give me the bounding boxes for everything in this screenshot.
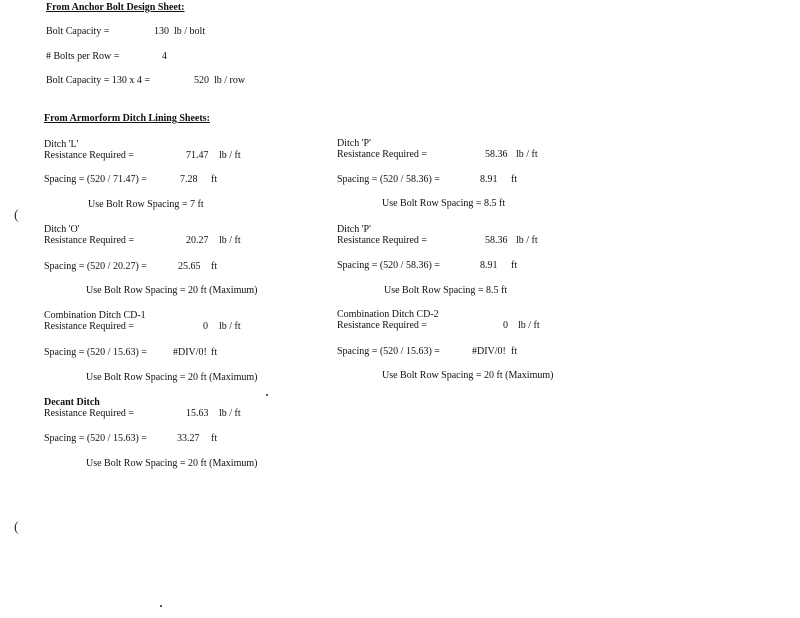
ditch-o-spacing-label: Spacing = (520 / 20.27) = (44, 261, 147, 272)
ditch-p-name: Ditch 'P' (337, 138, 371, 149)
decant-resist-value: 15.63 (186, 408, 209, 419)
cd2-spacing-value: #DIV/0! (472, 346, 506, 357)
cd1-use: Use Bolt Row Spacing = 20 ft (Maximum) (86, 372, 258, 383)
ditch-p2-resist-unit: lb / ft (516, 235, 538, 246)
decant-spacing-value: 33.27 (177, 433, 200, 444)
scan-dot-1 (266, 394, 268, 396)
cd1-resist-label: Resistance Required = (44, 321, 135, 332)
ditch-p-resist-label: Resistance Required = (337, 149, 428, 160)
ditch-o-name: Ditch 'O' (44, 224, 80, 235)
decant-resist-unit: lb / ft (219, 408, 241, 419)
ditch-o-resist-unit: lb / ft (219, 235, 241, 246)
ditch-l-resist-label: Resistance Required = (44, 150, 135, 161)
ditch-o-spacing-unit: ft (211, 261, 218, 272)
ditch-p-spacing-unit: ft (511, 174, 518, 185)
cd2-name: Combination Ditch CD-2 (337, 309, 439, 320)
decant-name: Decant Ditch (44, 397, 100, 408)
row-capacity-label: Bolt Capacity = 130 x 4 = (46, 75, 151, 86)
cd2-resist-unit: lb / ft (518, 320, 540, 331)
ditch-o-resist-label: Resistance Required = (44, 235, 135, 246)
bolt-capacity-value: 130 (154, 26, 169, 37)
ditch-l-spacing-value: 7.28 (180, 174, 198, 185)
ditch-o-resist-value: 20.27 (186, 235, 209, 246)
ditch-p-spacing-label: Spacing = (520 / 58.36) = (337, 174, 440, 185)
ditch-o-use: Use Bolt Row Spacing = 20 ft (Maximum) (86, 285, 258, 296)
cd2-resist-value: 0 (503, 320, 508, 331)
cd2-spacing-label: Spacing = (520 / 15.63) = (337, 346, 440, 357)
ditch-p-use: Use Bolt Row Spacing = 8.5 ft (382, 198, 506, 209)
ditch-o-spacing-value: 25.65 (178, 261, 201, 272)
decant-resist-label: Resistance Required = (44, 408, 135, 419)
ditch-p-resist-value: 58.36 (485, 149, 508, 160)
anchor-heading: From Anchor Bolt Design Sheet: (46, 2, 185, 13)
ditch-p2-resist-label: Resistance Required = (337, 235, 428, 246)
ditch-p2-name: Ditch 'P' (337, 224, 371, 235)
cd2-resist-label: Resistance Required = (337, 320, 428, 331)
ditch-p-resist-unit: lb / ft (516, 149, 538, 160)
ditch-p2-spacing-unit: ft (511, 260, 518, 271)
ditch-p2-use: Use Bolt Row Spacing = 8.5 ft (384, 285, 508, 296)
ditch-l-spacing-unit: ft (211, 174, 218, 185)
armorform-heading: From Armorform Ditch Lining Sheets: (44, 113, 210, 124)
ditch-l-name: Ditch 'L' (44, 139, 79, 150)
ditch-l-resist-unit: lb / ft (219, 150, 241, 161)
cd1-resist-value: 0 (203, 321, 208, 332)
cd1-resist-unit: lb / ft (219, 321, 241, 332)
decant-use: Use Bolt Row Spacing = 20 ft (Maximum) (86, 458, 258, 469)
scan-mark-1: ( (14, 208, 19, 223)
ditch-l-use: Use Bolt Row Spacing = 7 ft (88, 199, 204, 210)
row-capacity-unit: lb / row (214, 75, 246, 86)
scan-dot-2 (160, 605, 162, 607)
bolt-capacity-label: Bolt Capacity = (46, 26, 110, 37)
ditch-p2-spacing-value: 8.91 (480, 260, 498, 271)
bolt-capacity-unit: lb / bolt (174, 26, 206, 37)
decant-spacing-label: Spacing = (520 / 15.63) = (44, 433, 147, 444)
bolts-per-row-label: # Bolts per Row = (46, 51, 120, 62)
cd1-name: Combination Ditch CD-1 (44, 310, 146, 321)
cd1-spacing-value: #DIV/0! (173, 347, 207, 358)
cd1-spacing-unit: ft (211, 347, 218, 358)
ditch-l-resist-value: 71.47 (186, 150, 209, 161)
bolts-per-row-value: 4 (162, 51, 167, 62)
ditch-l-spacing-label: Spacing = (520 / 71.47) = (44, 174, 147, 185)
decant-spacing-unit: ft (211, 433, 218, 444)
row-capacity-value: 520 (194, 75, 209, 86)
ditch-p2-resist-value: 58.36 (485, 235, 508, 246)
ditch-p-spacing-value: 8.91 (480, 174, 498, 185)
cd2-use: Use Bolt Row Spacing = 20 ft (Maximum) (382, 370, 554, 381)
scan-mark-2: ( (14, 520, 19, 535)
cd1-spacing-label: Spacing = (520 / 15.63) = (44, 347, 147, 358)
ditch-p2-spacing-label: Spacing = (520 / 58.36) = (337, 260, 440, 271)
cd2-spacing-unit: ft (511, 346, 518, 357)
